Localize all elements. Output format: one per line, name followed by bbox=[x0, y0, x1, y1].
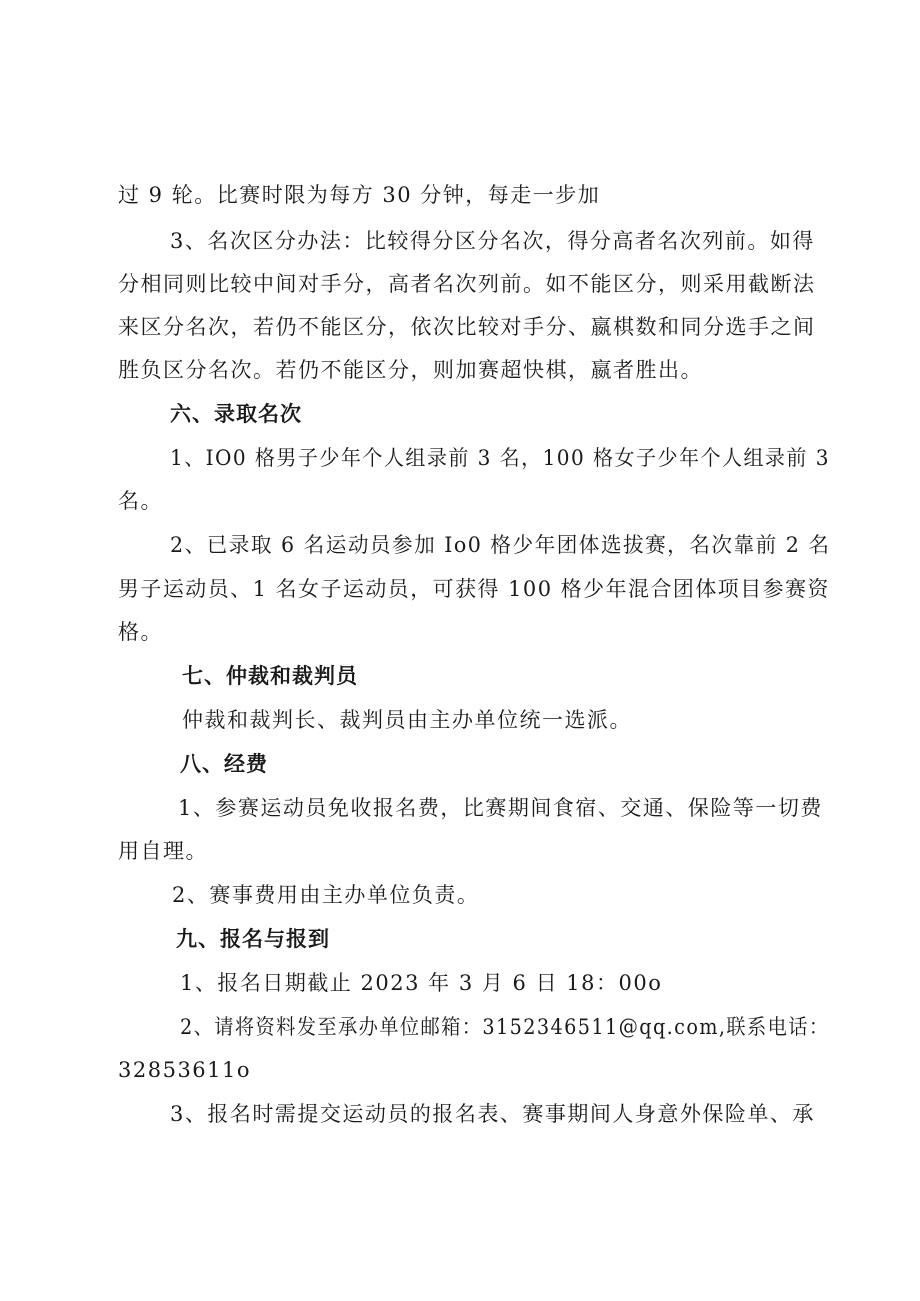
paragraph-line: 32853611o bbox=[118, 1058, 252, 1082]
paragraph-line: 仲裁和裁判长、裁判员由主办单位统一选派。 bbox=[182, 708, 632, 732]
paragraph-line: 分相同则比较中间对手分，高者名次列前。如不能区分，则采用截断法 bbox=[118, 272, 816, 296]
paragraph-line: 1、报名日期截止 2023 年 3 月 6 日 18：00o bbox=[180, 971, 663, 995]
paragraph-line: 2、赛事费用由主办单位负责。 bbox=[172, 883, 480, 907]
paragraph-line: 1、参赛运动员免收报名费，比赛期间食宿、交通、保险等一切费 bbox=[178, 796, 823, 820]
paragraph-line: 名。 bbox=[118, 489, 163, 513]
paragraph-line: 胜负区分名次。若仍不能区分，则加赛超快棋，嬴者胜出。 bbox=[118, 358, 703, 382]
section-heading-7: 七、仲裁和裁判员 bbox=[182, 664, 358, 688]
paragraph-line: 2、请将资料发至承办单位邮箱：3152346511@qq.com,联系电话： bbox=[180, 1015, 830, 1039]
paragraph-line: 3、名次区分办法：比较得分区分名次，得分高者名次列前。如得 bbox=[170, 229, 815, 253]
paragraph-line: 1、IO0 格男子少年个人组录前 3 名，100 格女子少年个人组录前 3 bbox=[170, 446, 830, 470]
paragraph-line: 来区分名次，若仍不能区分，依次比较对手分、嬴棋数和同分选手之间 bbox=[118, 315, 816, 339]
paragraph-line: 过 9 轮。比赛时限为每方 30 分钟，每走一步加 bbox=[118, 183, 601, 207]
paragraph-line: 2、已录取 6 名运动员参加 Io0 格少年团体选拔赛，名次靠前 2 名 bbox=[170, 533, 831, 557]
section-heading-9: 九、报名与报到 bbox=[176, 927, 330, 951]
section-heading-8: 八、经费 bbox=[180, 752, 268, 776]
paragraph-line: 格。 bbox=[118, 620, 163, 644]
paragraph-line: 3、报名时需提交运动员的报名表、赛事期间人身意外保险单、承 bbox=[170, 1102, 815, 1126]
paragraph-line: 男子运动员、1 名女子运动员，可获得 100 格少年混合团体项目参赛资 bbox=[118, 577, 830, 601]
paragraph-line: 用自理。 bbox=[118, 839, 208, 863]
section-heading-6: 六、录取名次 bbox=[170, 402, 302, 426]
